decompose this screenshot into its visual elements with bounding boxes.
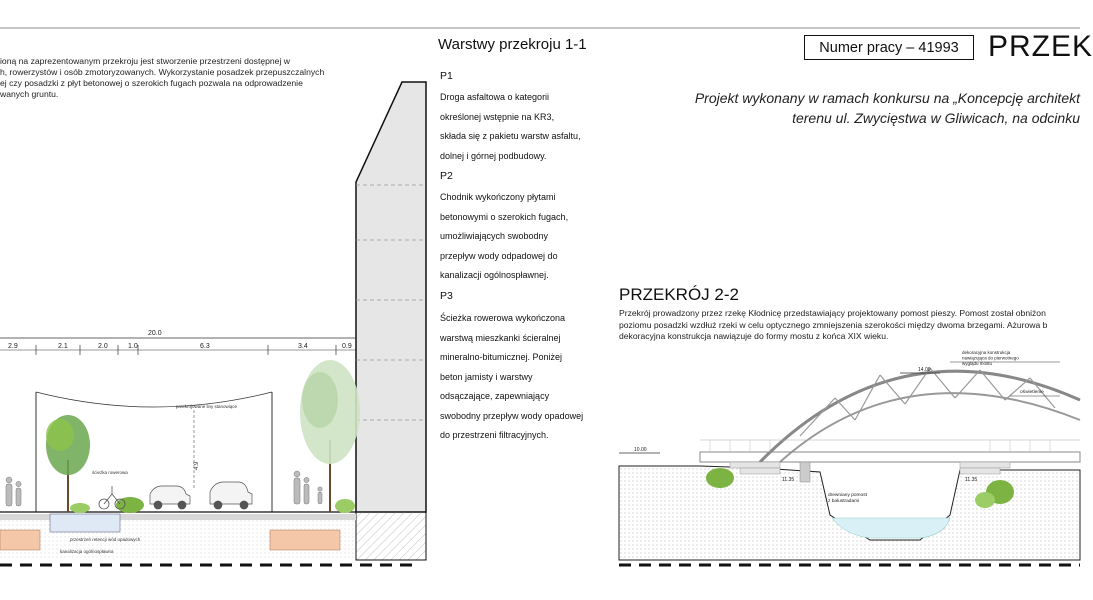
dim-total: 20.0 xyxy=(148,330,162,337)
building-shape xyxy=(356,82,426,512)
elev-top: 14.00 xyxy=(918,367,931,373)
section-2-2-description: Przekrój prowadzony przez rzekę Kłodnicę przedstawiający projektowany pomost pieszy. Pomost został obniżon poziomu posadzki wzdłuż rzeki w celu optycznego zmniejszenia szerokości między dwoma brzegami. Ażurowa b dekoracyjna konstrukcja nawiązuje do formy mostu z końca XIX wieku. xyxy=(619,308,1048,341)
layer-code-p3: P3 xyxy=(440,290,453,302)
dim-4: 1.0 xyxy=(128,343,138,350)
dim-1: 2.9 xyxy=(8,343,18,350)
label-lamp: przekrojowane liny stanowiące xyxy=(176,404,238,409)
page-title: PRZEK xyxy=(988,30,1093,63)
dim-height: 4.9 xyxy=(194,461,200,470)
dim-3: 2.0 xyxy=(98,343,108,350)
dim-2: 2.1 xyxy=(58,343,68,350)
layer-text-p3: Ścieżka rowerowa wykończona warstwą mieszkanki ścieralnej mineralno-bitumicznej. Poniżej beton jamisty i warstwy odsączające, zapewniający swobodny przepływ wody opadowej do przestrzeni filtracyjnych. xyxy=(440,313,584,440)
layer-code-p2: P2 xyxy=(440,170,453,182)
label-platform: drewniany pomost z balustradami xyxy=(828,493,867,504)
label-decorative: dekoracyjna konstrukcja nawiązująca do pierwotnego wyglądu mostu xyxy=(962,350,1019,366)
layers-title: Warstwy przekroju 1-1 xyxy=(438,36,587,53)
elev-left: 10.00 xyxy=(634,447,647,453)
layer-code-p1: P1 xyxy=(440,70,453,82)
project-description: Projekt wykonany w ramach konkursu na „Koncepcję architekt terenu ul. Zwycięstwa w Gliwicach, na odcinku xyxy=(694,90,1080,126)
dim-6: 3.4 xyxy=(298,343,308,350)
work-number-box: Numer pracy – 41993 xyxy=(804,35,974,60)
label-bike: ścieżka rowerowa xyxy=(92,470,128,475)
label-lighting: oświetlenie xyxy=(1020,390,1044,395)
elev-mid-left: 11.35 xyxy=(782,477,795,483)
layer-text-p2: Chodnik wykończony płytami betonowymi o szerokich fugach, umożliwiających swobodny przepływ wody odpadowej do kanalizacji ogólnospławnej. xyxy=(440,192,569,280)
dim-5: 6.3 xyxy=(200,343,210,350)
section-2-2-drawing xyxy=(619,350,1080,565)
section-1-1-drawing xyxy=(0,82,426,565)
intro-text: ioną na zaprezentowanym przekroju jest stworzenie przestrzeni dostępnej w h, rowerzystów i osób zmotoryzowanych. Wykorzystanie posadzek przepuszczalnych ej czy posadzki z płyt betonowej o szerokich fugach pozwala na odprowadzenie wanych gruntu. xyxy=(0,56,325,99)
layer-text-p1: Droga asfaltowa o kategorii określonej wstępnie na KR3, składa się z pakietu warstw asfaltu, dolnej i górnej podbudowy. xyxy=(440,92,581,161)
dim-7: 0.9 xyxy=(342,343,352,350)
label-drain: przestrzeń retencji wód opadowych xyxy=(70,537,141,542)
elev-mid-right: 11.35 xyxy=(965,477,978,483)
section-2-2-title: PRZEKRÓJ 2-2 xyxy=(619,285,739,304)
label-pipe: kanalizacja ogólnospławna xyxy=(60,549,114,554)
